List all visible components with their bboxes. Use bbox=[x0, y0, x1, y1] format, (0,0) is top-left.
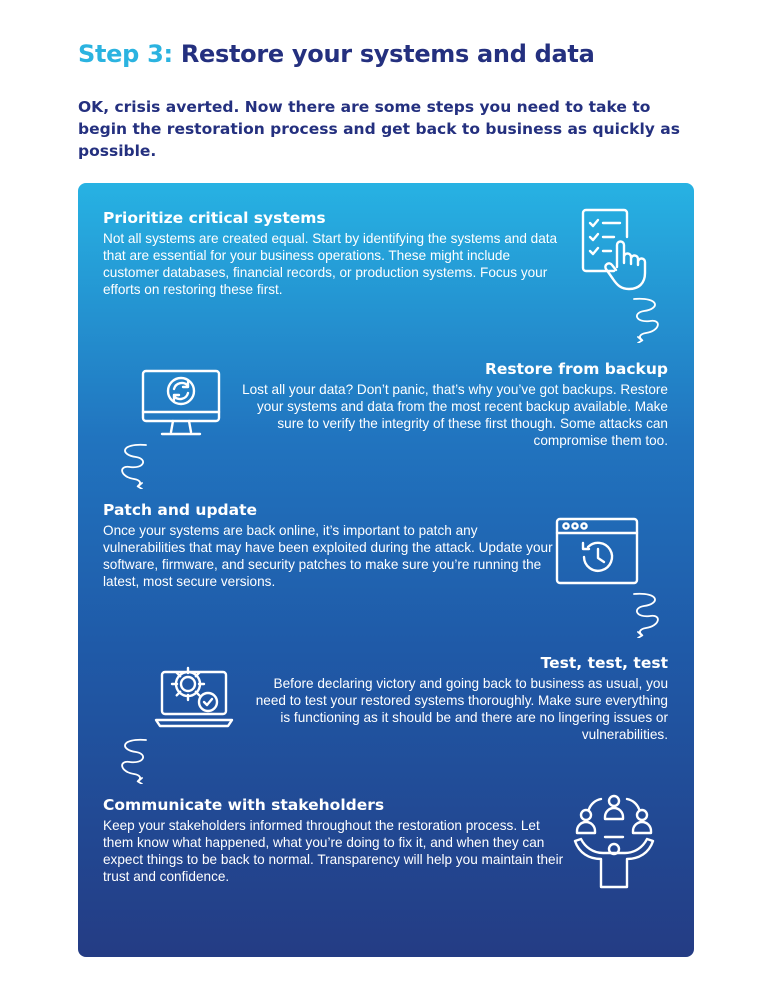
section-restore bbox=[238, 360, 668, 449]
section-test bbox=[248, 654, 668, 743]
section-title: Test, test, test bbox=[540, 654, 668, 672]
page-title bbox=[78, 40, 595, 68]
section-body: Keep your stakeholders informed throughout the restoration process. Let them know what happened, what you’re doing to fix it, and when they can expect things to be back to normal. Transparency will help you maintain their trust and confidence. bbox=[103, 818, 564, 884]
section-body: Not all systems are created equal. Start by identifying the systems and data that are essential for your business operations. These might include customer databases, financial records, or production systems. Focus your efforts on restoring these first. bbox=[103, 231, 558, 297]
steps-panel bbox=[78, 183, 694, 957]
flow-arrow bbox=[116, 736, 150, 784]
section-body: Lost all your data? Don’t panic, that’s why you’ve got backups. Restore your systems and data from the most recent backup available. Make sure to verify the integrity of these first though. Some attacks can compromise them too. bbox=[242, 382, 668, 448]
section-title: Communicate with stakeholders bbox=[103, 796, 385, 814]
section-prioritize bbox=[103, 209, 558, 298]
section-title: Patch and update bbox=[103, 501, 258, 519]
section-communicate bbox=[103, 796, 565, 885]
section-body: Before declaring victory and going back to business as usual, you need to test your restored systems thoroughly. Make sure everything is functioning as it should be and there are no lingering issues or vulnerabilities. bbox=[255, 676, 668, 742]
section-patch bbox=[103, 501, 558, 590]
intro-paragraph: OK, crisis averted. Now there are some steps you need to take to begin the restoration process and get back to business as quickly as possible. bbox=[78, 98, 680, 160]
checklist-hand-icon bbox=[580, 207, 652, 291]
section-body: Once your systems are back online, it’s important to patch any vulnerabilities that may have been exploited during the attack. Update your software, firmware, and security patches to make sure you’re running the latest, most secure versions. bbox=[103, 523, 553, 589]
section-title: Restore from backup bbox=[484, 360, 668, 378]
flow-arrow bbox=[116, 441, 150, 489]
browser-history-icon bbox=[554, 516, 640, 586]
monitor-sync-icon bbox=[140, 368, 222, 440]
step-label: Step 3: bbox=[78, 40, 173, 68]
section-title: Prioritize critical systems bbox=[103, 209, 326, 227]
flow-arrow bbox=[630, 295, 664, 343]
people-network-icon bbox=[571, 793, 657, 891]
laptop-gear-check-icon bbox=[154, 660, 234, 728]
flow-arrow bbox=[630, 590, 664, 638]
title-text: Restore your systems and data bbox=[180, 40, 595, 68]
